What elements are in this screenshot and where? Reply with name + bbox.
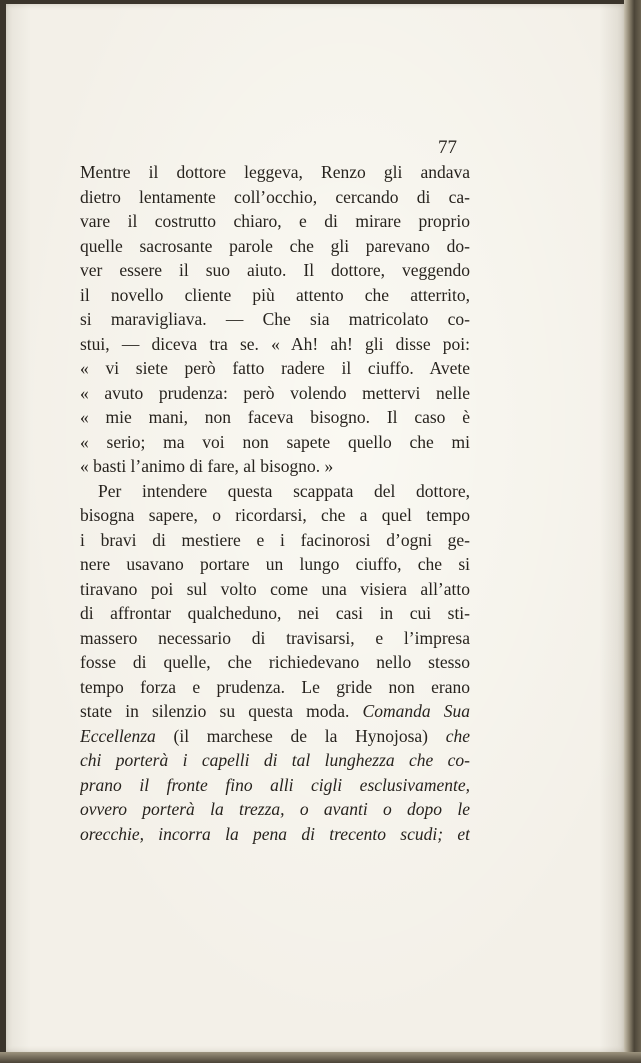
book-edge-right bbox=[624, 0, 641, 1063]
text-line: ovvero porterà la trezza, o avanti o dopo le bbox=[80, 799, 470, 819]
text-line: prano il fronte fino alli cigli esclusivamente, bbox=[80, 774, 470, 795]
text-line: massero necessario di travisarsi, e l’impresa bbox=[80, 627, 470, 648]
text-line: nere usavano portare un lungo ciuffo, che si bbox=[80, 554, 470, 574]
text-line: « basti l’animo di fare, al bisogno. » bbox=[80, 456, 334, 476]
text-line: orecchie, incorra la pena di trecento scudi; et bbox=[80, 823, 470, 844]
roman-run: state in silenzio su questa moda. bbox=[80, 701, 350, 721]
italic-run: Eccellenza bbox=[80, 725, 156, 746]
text-line: fosse di quelle, che richiedevano nello stesso bbox=[80, 652, 470, 672]
italic-run: Comanda Sua bbox=[362, 701, 470, 721]
text-line: tempo forza e prudenza. Le gride non erano bbox=[80, 676, 470, 697]
text-line: « vi siete però fatto radere il ciuffo. Avete bbox=[80, 358, 470, 378]
text-line: il novello cliente più attento che atterrito, bbox=[80, 284, 470, 305]
text-line: stui, — diceva tra se. « Ah! ah! gli disse poi: bbox=[80, 333, 470, 354]
text-line: si maravigliava. — Che sia matricolato co- bbox=[80, 309, 470, 329]
text-line bbox=[80, 699, 470, 724]
text-line: Per intendere questa scappata del dottore, bbox=[98, 480, 470, 501]
italic-run: che bbox=[445, 725, 470, 746]
text-line: ver essere il suo aiuto. Il dottore, veggendo bbox=[80, 260, 470, 280]
text-line: bisogna sapere, o ricordarsi, che a quel tempo bbox=[80, 505, 470, 525]
text-line: Mentre il dottore leggeva, Renzo gli andava bbox=[80, 162, 470, 182]
text-line: tiravano poi sul volto come una visiera all’atto bbox=[80, 578, 470, 599]
text-line: dietro lentamente coll’occhio, cercando di ca- bbox=[80, 186, 470, 207]
text-line: di affrontar qualcheduno, nei casi in cui sti- bbox=[80, 603, 470, 623]
text-line: « serio; ma voi non sapete quello che mi bbox=[80, 431, 470, 452]
body-text bbox=[80, 160, 470, 846]
text-line: « avuto prudenza: però volendo mettervi nelle bbox=[80, 382, 470, 403]
text-line: i bravi di mestiere e i facinorosi d’ogni ge- bbox=[80, 529, 470, 550]
book-edge-bottom bbox=[0, 1052, 641, 1063]
text-line: chi porterà i capelli di tal lunghezza che co- bbox=[80, 750, 470, 770]
page-number: 77 bbox=[438, 137, 457, 158]
text-line: « mie mani, non faceva bisogno. Il caso è bbox=[80, 407, 470, 427]
text-line bbox=[80, 724, 470, 749]
text-line: quelle sacrosante parole che gli parevano do- bbox=[80, 235, 470, 256]
text-line: vare il costrutto chiaro, e di mirare proprio bbox=[80, 211, 470, 231]
roman-run: (il marchese de la Hynojosa) bbox=[173, 725, 428, 746]
